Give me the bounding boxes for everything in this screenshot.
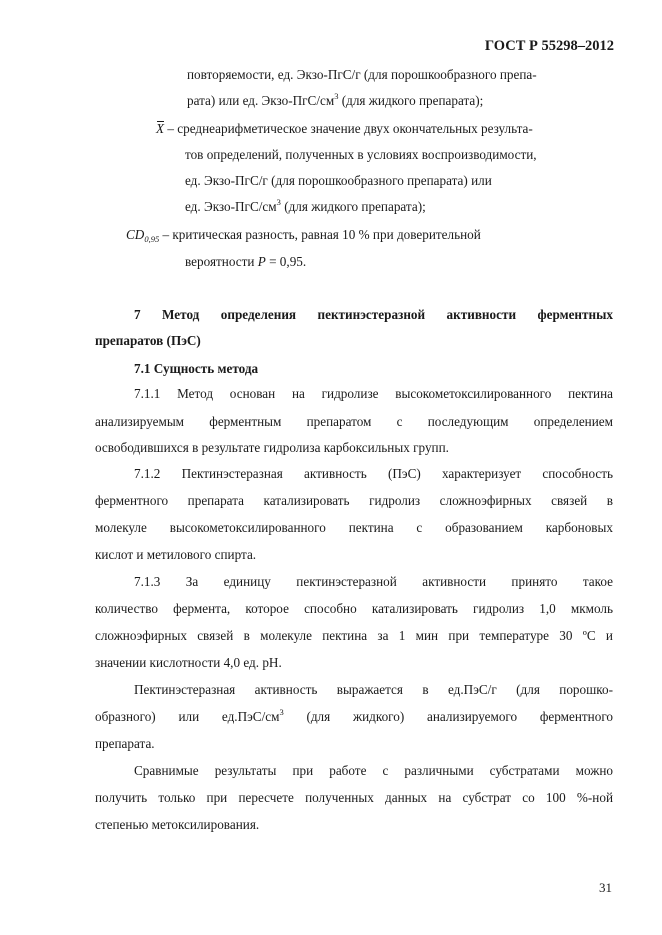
paragraph-7-1-2-line-1: 7.1.2 Пектинэстеразная активность (ПэС) характеризует способность	[134, 466, 613, 481]
paragraph-compare-line-2: получить только при пересчете полученных данных на субстрат со 100 %-ной	[95, 790, 613, 805]
activity-line-2-text: образного) или ед.ПэС/см	[95, 709, 280, 724]
xbar-dash: –	[164, 121, 178, 136]
page-number: 31	[599, 880, 612, 895]
paragraph-7-1-3-line-1: 7.1.3 За единицу пектинэстеразной активности принято такое	[134, 574, 613, 589]
xbar-line-4-tail: (для жидкого препарата);	[280, 199, 426, 214]
paragraph-compare-line-1: Сравнимые результаты при работе с различными субстратами можно	[134, 763, 613, 778]
paragraph-7-1-1-line-3: освободившихся в результате гидролиза карбоксильных групп.	[95, 440, 449, 455]
cd-text-2: вероятности	[185, 254, 258, 269]
page-header: ГОСТ Р 55298–2012	[484, 38, 614, 54]
paragraph-7-1-3-line-3: сложноэфирных связей в молекуле пектина за 1 мин при температуре 30 ºС и	[95, 628, 613, 643]
activity-line-2-tail: (для жидкого) анализируемого ферментного	[283, 709, 613, 724]
legend-line-2-sup: 3	[334, 91, 339, 101]
cd-subscript: 0,95	[144, 234, 160, 244]
paragraph-7-1-2-line-2: ферментного препарата катализировать гидролиз сложноэфирных связей в	[95, 493, 613, 508]
xbar-definition-line-4	[185, 198, 426, 216]
cd-text-1: – критическая разность, равная 10 % при доверительной	[159, 227, 481, 242]
p-symbol: P	[257, 254, 266, 269]
cd-definition-line-1	[126, 226, 481, 244]
paragraph-activity-line-3: препарата.	[95, 736, 155, 751]
legend-line-2-tail: (для жидкого препарата);	[338, 93, 484, 108]
legend-line-2-text: рата) или ед. Экзо-ПгС/см	[187, 93, 335, 108]
paragraph-7-1-3-line-2: количество фермента, которое способно катализировать гидролиз 1,0 мкмоль	[95, 601, 613, 616]
xbar-text-1: среднеарифметическое значение двух окончательных результа-	[177, 121, 533, 136]
cd-symbol: CD	[126, 227, 145, 242]
paragraph-activity-line-1: Пектинэстеразная активность выражается в ед.ПэС/г (для порошко-	[134, 682, 613, 697]
paragraph-7-1-1-line-1: 7.1.1 Метод основан на гидролизе высокометоксилированного пектина	[134, 386, 613, 401]
xbar-line-4-sup: 3	[276, 197, 281, 207]
section-title-line-2: препаратов (ПэС)	[95, 333, 201, 348]
xbar-definition-line-2: тов определений, полученных в условиях воспроизводимости,	[185, 147, 537, 162]
paragraph-7-1-1-line-2: анализируемым ферментным препаратом с последующим определением	[95, 414, 613, 429]
legend-line-2	[187, 92, 483, 110]
paragraph-7-1-2-line-3: молекуле высокометоксилированного пектина с образованием карбоновых	[95, 520, 613, 535]
legend-line-1: повторяемости, ед. Экзо-ПгС/г (для порошкообразного препа-	[187, 67, 537, 82]
subsection-title: 7.1 Сущность метода	[134, 361, 259, 376]
cd-definition-line-2	[185, 253, 306, 271]
paragraph-7-1-2-line-4: кислот и метилового спирта.	[95, 547, 257, 562]
cd-text-2-tail: = 0,95.	[265, 254, 307, 269]
section-title-line-1: 7 Метод определения пектинэстеразной активности ферментных	[134, 307, 613, 322]
activity-line-2-sup: 3	[279, 707, 284, 717]
paragraph-7-1-3-line-4: значении кислотности 4,0 ед. рН.	[95, 655, 282, 670]
xbar-symbol: X	[156, 121, 165, 136]
xbar-line-4-text: ед. Экзо-ПгС/см	[185, 199, 277, 214]
xbar-definition-line-1	[156, 120, 533, 138]
xbar-definition-line-3: ед. Экзо-ПгС/г (для порошкообразного препарата) или	[185, 173, 492, 188]
paragraph-activity-line-2	[95, 708, 613, 726]
paragraph-compare-line-3: степенью метоксилирования.	[95, 817, 260, 832]
